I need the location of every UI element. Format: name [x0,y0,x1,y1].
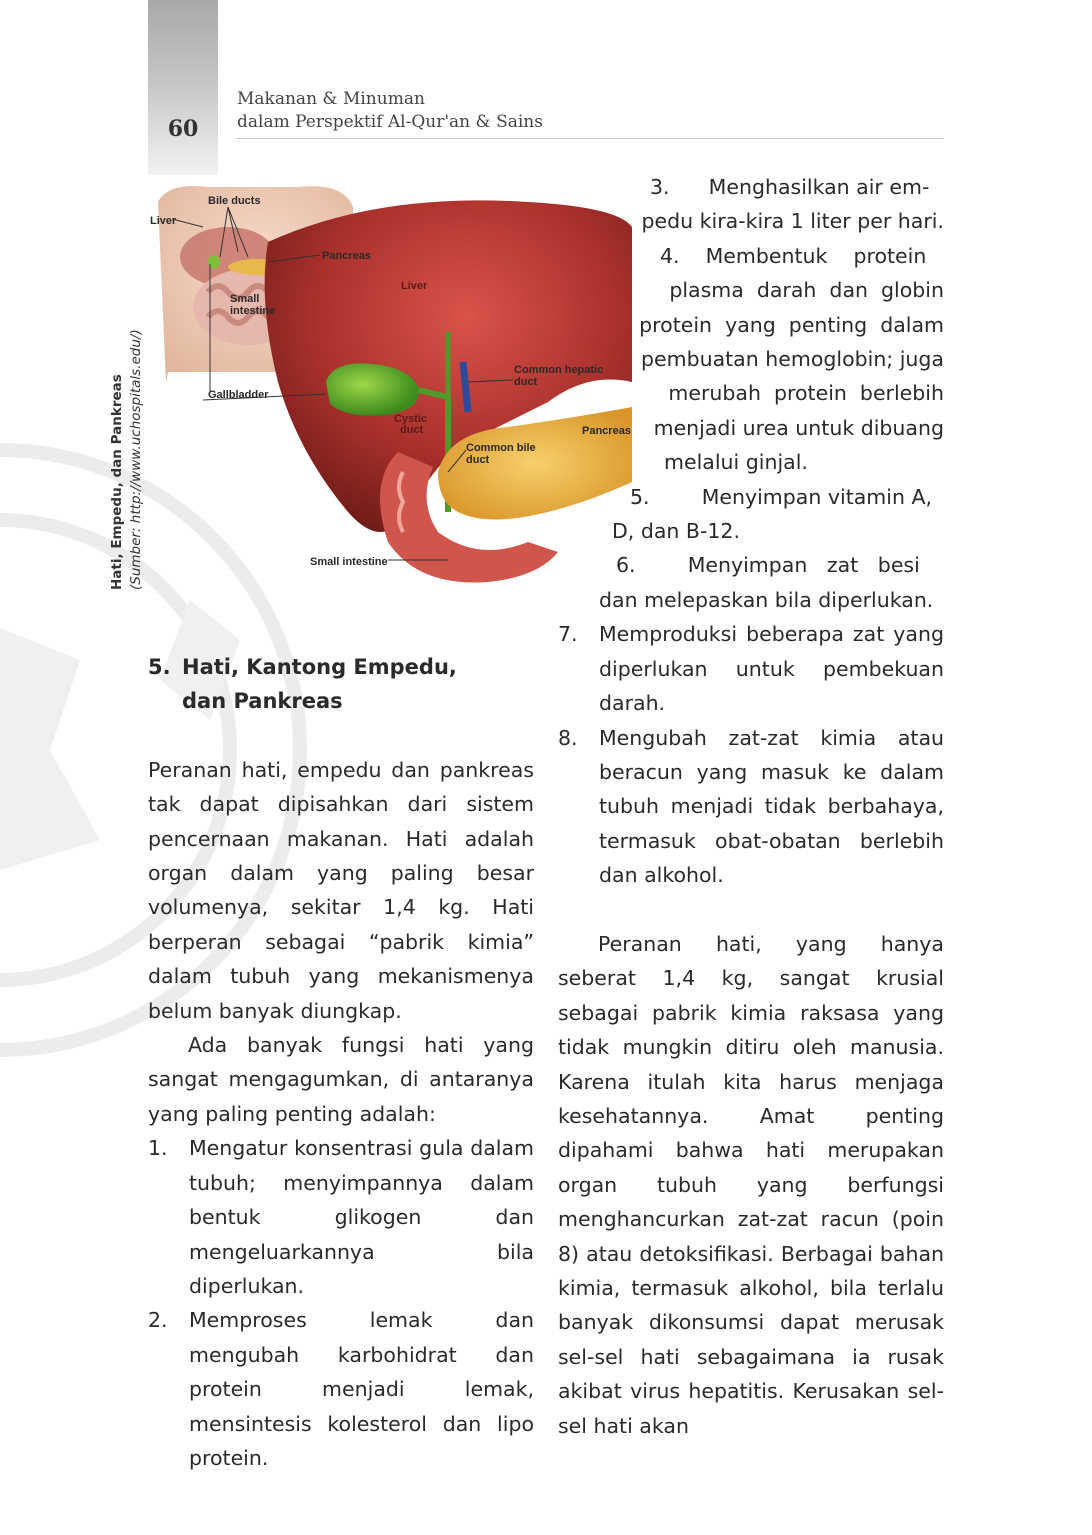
label-small-intestine-2: intestine [230,305,276,317]
label-small-intestine-1: Small [230,293,260,305]
label-liver-small: Liver [150,215,177,227]
wrapped-line: protein yang penting dalam [639,312,944,337]
section-title-line2: dan Pankreas [182,689,343,714]
wrapped-line: 6. Menyimpan zat besi [616,553,920,578]
wrapped-line: 4. Membentuk protein [660,243,927,268]
wrapped-line: 3. Menghasilkan air em- [650,175,930,199]
label-cystic-2: duct [400,424,424,436]
paragraph-functions: Ada banyak fungsi hati yang sangat mengagumkan, di antaranya yang paling penting adalah: [148,1033,534,1126]
wrapped-line: dan melepaskan bila diperlukan. [599,587,934,612]
running-header-line1: Makanan & Minuman [237,89,425,109]
label-liver: Liver [401,280,428,292]
running-header-line2: dalam Perspektif Al-Qur'an & Sains [237,112,543,132]
section-heading [148,650,534,719]
label-pancreas: Pancreas [582,425,631,437]
list-number: 7. [558,622,578,647]
list-text: Mengatur konsentrasi gula dalam tubuh; menyimpannya dalam bentuk glikogen dan mengeluarkannya bila diperlukan. [189,1136,534,1298]
header-divider [236,138,944,139]
paragraph-gap [558,893,944,927]
list-item-1 [148,1131,534,1303]
right-column [558,170,944,1443]
running-header [237,88,543,134]
list-number: 2. [148,1308,168,1333]
left-column [148,650,534,1475]
wrapped-line: merubah protein berlebih [668,381,944,406]
wrapped-list-3 [558,170,944,239]
label-cystic-1: Cystic [394,413,428,425]
wrapped-line: 5. Menyimpan vitamin A, [630,484,933,509]
figure-caption-source: (Sumber: http://www.uchospitals.edu/) [128,329,144,590]
label-common-bile-2: duct [466,454,490,466]
paragraph-intro: Peranan hati, empedu dan pankreas tak dapat dipisahkan dari sistem pencernaan makanan. Hati adalah organ dalam yang paling besar volumenya, sekitar 1,4 kg. Hati berperan sebagai “pabrik kimia” dalam tubuh yang mekanismenya belum banyak diungkap. [148,757,534,1023]
list-item-2 [148,1303,534,1475]
label-gallbladder: Gallbladder [208,389,269,401]
wrapped-list-4 [558,239,944,480]
section-title-line1: Hati, Kantong Empedu, [182,655,457,679]
label-small-intestine: Small intestine [310,556,388,568]
label-bile-ducts: Bile ducts [208,195,261,207]
list-text: Mengubah zat-zat kimia atau beracun yang masuk ke dalam tubuh menjadi tidak berbahaya, termasuk obat-obatan berlebih dan alkohol. [599,725,944,888]
section-title [182,650,457,719]
page-number: 60 [167,116,199,142]
label-common-hepatic-1: Common hepatic [514,364,604,376]
list-text: Memproduksi beberapa zat yang diperlukan untuk pembekuan darah. [599,622,944,716]
wrapped-line: D, dan B-12. [612,519,740,544]
figure-caption-title: Hati, Empedu, dan Pankreas [109,374,125,590]
list-text: Memproses lemak dan mengubah karbohidrat dan protein menjadi lemak, mensintesis kolesterol dan lipo protein. [189,1308,534,1470]
section-number: 5. [148,655,171,679]
page-tab [148,0,218,175]
wrapped-line: pedu kira-kira 1 liter per hari. [641,209,944,234]
list-item-8 [558,721,944,893]
label-common-bile-1: Common bile [466,442,536,454]
wrapped-line: pembuatan hemoglobin; juga [640,347,944,372]
wrapped-list-5 [558,480,944,549]
wrapped-line: melalui ginjal. [664,450,808,475]
label-pancreas-small: Pancreas [322,250,371,262]
label-common-hepatic-2: duct [514,376,538,388]
wrapped-line: menjadi urea untuk dibuang [653,415,944,440]
paragraph-conclusion: Peranan hati, yang hanya seberat 1,4 kg, sangat krusial sebagai pabrik kimia raksasa yang tidak mungkin ditiru oleh manusia. Karena itulah kita harus menjaga kesehatannya. Amat penting dipahami bahwa hati merupakan organ tubuh yang berfungsi menghancurkan zat-zat racun (poin 8) atau detoksifikasi. Berbagai bahan kimia, termasuk alkohol, bila terlalu banyak dikonsumsi dapat merusak sel-sel hati sebagaimana ia rusak akibat virus hepatitis. Kerusakan sel-sel hati akan [558,931,944,1438]
list-item-7 [558,617,944,720]
wrapped-line: plasma darah dan globin [669,278,944,303]
figure-caption [108,170,146,590]
wrapped-list-6 [558,548,944,617]
list-number: 8. [558,725,578,750]
list-number: 1. [148,1136,168,1161]
